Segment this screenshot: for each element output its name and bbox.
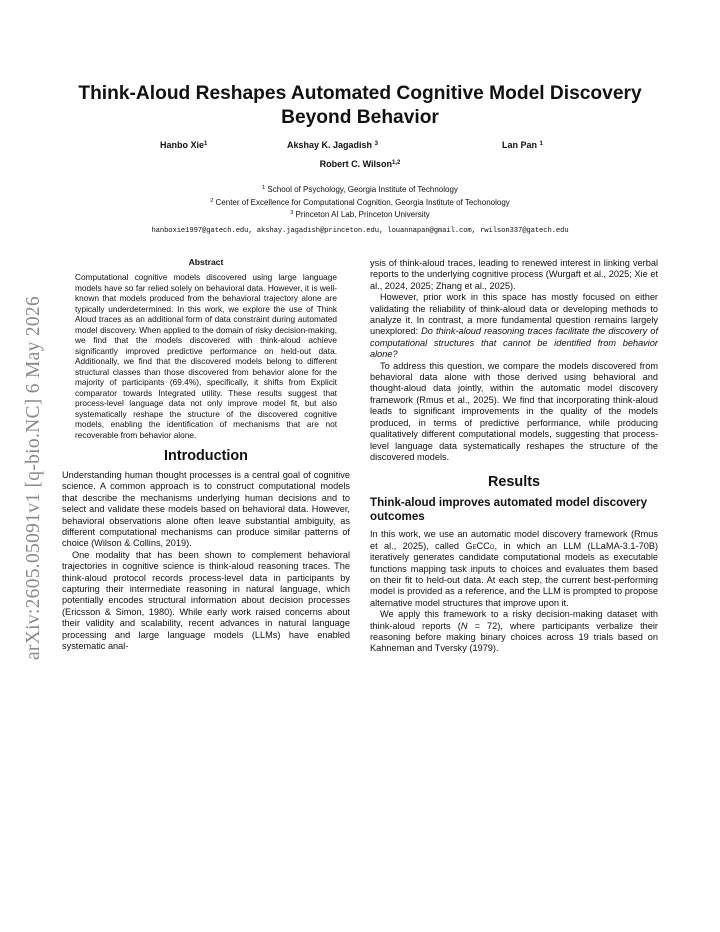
author-name: Akshay K. Jagadish xyxy=(287,140,373,150)
affil-mark: 1 xyxy=(262,185,266,191)
paragraph-text: , in which an LLM (LLaMA-3.1-70B) iteratively generates candidate computational models as executable functions mapping task inputs to choices and evaluates them based on their fit to held-out data. At each step, the current best-performing model is provided as a reference, and the LLM is prompted to propose alternative model structures that improve upon it. xyxy=(370,540,659,608)
results-subheading: Think-aloud improves automated model discovery outcomes xyxy=(370,496,648,524)
email-list: hanboxie1997@gatech.edu, akshay.jagadish@princeton.edu, louannapan@gmail.com, rwilson337@gatech.edu xyxy=(151,227,569,235)
author-affil-mark: 3 xyxy=(374,141,378,147)
affiliations xyxy=(0,183,720,221)
paragraph xyxy=(370,292,658,360)
introduction-body-continued xyxy=(370,258,658,463)
author-1 xyxy=(160,140,207,150)
affiliation-3 xyxy=(0,208,720,221)
paragraph: One modality that has been shown to complement behavioral trajectories in cognitive science is think-aloud reasoning traces. The think-aloud protocol records process-level data in participants by capturing their intermediate reasoning in natural language, which potentially encodes structural information about decision processes (Ericsson & Simon, 1980). While early work raised concerns about their validity and scalability, recent advances in natural language processing and large language models (LLMs) have enabled systematic anal- xyxy=(62,549,350,652)
affiliation-1 xyxy=(0,183,720,196)
introduction-heading: Introduction xyxy=(164,448,248,464)
author-name: Robert C. Wilson xyxy=(319,159,393,169)
author-affil-mark: 1,2 xyxy=(392,160,401,166)
author-2 xyxy=(287,140,378,150)
paragraph: ysis of think-aloud traces, leading to renewed interest in linking verbal reports to the underlying cognitive process (Wurgaft et al., 2025; Xie et al., 2024, 2025; Zhang et al., 2025). xyxy=(370,258,658,291)
author-4 xyxy=(0,159,720,169)
arxiv-sidebar xyxy=(14,248,54,708)
affil-text: Center of Excellence for Computational Cognition, Georgia Institute of Techonology xyxy=(215,197,510,207)
affil-mark: 3 xyxy=(290,210,294,216)
affiliation-2 xyxy=(0,196,720,209)
sample-size-symbol: N xyxy=(460,620,468,631)
results-body xyxy=(370,529,658,654)
paragraph xyxy=(370,609,658,655)
introduction-body xyxy=(62,470,350,653)
affil-text: Princeton AI Lab, Princeton University xyxy=(295,210,430,219)
paper-title: Think-Aloud Reshapes Automated Cognitive Model Discovery Beyond Behavior xyxy=(78,83,642,128)
author-name: Lan Pan xyxy=(502,140,538,150)
research-question: Do think-aloud reasoning traces facilitate the discovery of computational structures that cannot be identified from behavior alone? xyxy=(370,326,658,360)
affil-mark: 2 xyxy=(210,197,214,204)
abstract-heading: Abstract xyxy=(188,257,224,267)
paragraph: Understanding human thought processes is a central goal of cognitive science. A common approach is to construct computational models that describe the mechanisms underlying human decisions and to select and validate these models based on behavioral data. However, behavioral observations alone often leave substantial ambiguity, as different computational mechanisms can produce similar patterns of choice (Wilson & Collins, 2019). xyxy=(62,470,350,549)
author-affil-mark: 1 xyxy=(204,141,208,147)
left-column xyxy=(62,257,350,653)
paragraph-text: In this work, we use an automatic model discovery framework (Rmus et al., 2025), called xyxy=(370,529,658,551)
framework-name: GeCCo xyxy=(465,540,495,551)
paragraph-text: However, prior work in this space has mostly focused on either validating the reliability of think-aloud data or developing methods to analyze it. In contrast, a more fundamental question remains largely unexplored: xyxy=(370,292,658,337)
author-3 xyxy=(502,140,543,150)
paragraph-text: We apply this framework to a risky decision-making dataset with think-aloud reports ( xyxy=(370,609,658,631)
abstract xyxy=(62,272,350,440)
author-affil-mark: 1 xyxy=(539,141,543,147)
paragraph xyxy=(370,529,658,609)
paragraph: To address this question, we compare the models discovered from behavioral data alone with those derived using behavioral and thought-aloud data jointly, within the automatic model discovery framework (Rmus et al., 2025). We find that incorporating think-aloud leads to significant improvements in the quality of the models produced, in terms of predictive performance, while producing qualitatively different computational models, suggesting that process-level language data systematically reshapes the structure of the discovered models. xyxy=(370,360,658,462)
author-list xyxy=(160,140,560,154)
paragraph-text: = 72), where participants verbalize their reasoning before making binary choices across 19 trials based on Kahneman and Tversky (1979). xyxy=(370,620,658,654)
abstract-text: Computational cognitive models discovered using large language models have so far relied solely on behavioral data. However, it is well-known that models produced from the behavioral trajectory alone are typically underdetermined. In this work, we explore the use of Think Aloud traces as an additional form of data constraint during automated model discovery. When applied to the domain of risky decision-making, we find that the models discovered with think-aloud achieve significantly improved predictive performance on held-out data. Additionally, we find that the discovered models belong to different structural classes than those discovered from behavior alone for the majority of participants (69.4%), specifically, it shifts from Explicit comparator towards Integrated utility. These results suggest that process-level language data not only improve model fit, but also systematically reshape the structure of the discovered cognitive models, enabling the identification of mechanisms that are not recoverable from behavior alone. xyxy=(75,272,337,440)
right-column xyxy=(370,258,658,655)
arxiv-identifier: arXiv:2605.05091v1 [q-bio.NC] 6 May 2026 xyxy=(23,295,45,661)
results-heading: Results xyxy=(488,474,540,491)
affil-text: School of Psychology, Georgia Institute of Technology xyxy=(267,185,458,194)
author-name: Hanbo Xie xyxy=(160,140,205,150)
